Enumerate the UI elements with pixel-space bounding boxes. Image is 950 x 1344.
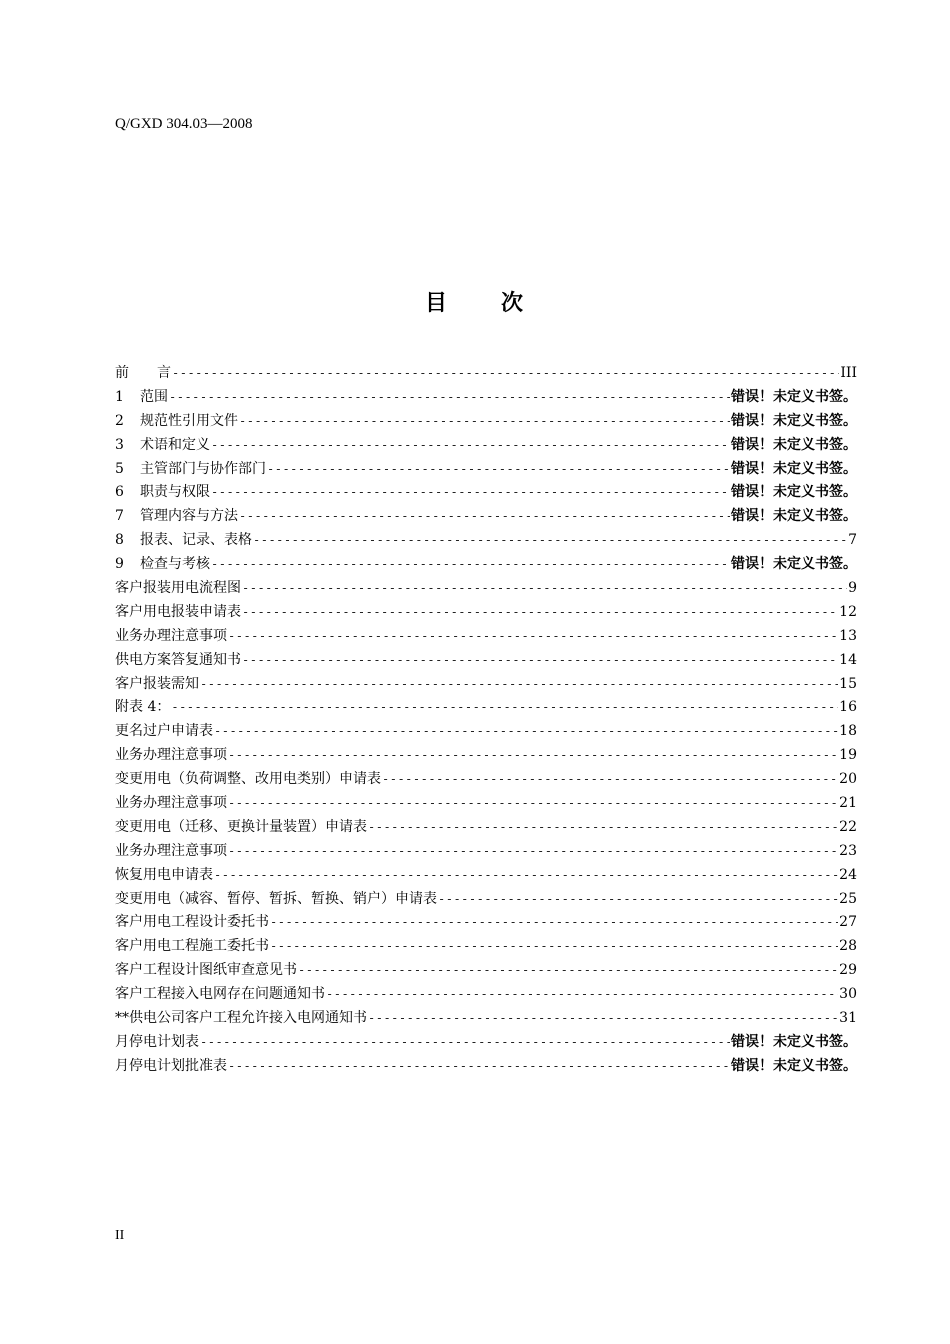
toc-entry-page: 24 (839, 866, 857, 883)
toc-entry-bookmark-error: 错误！未定义书签。 (731, 1033, 857, 1050)
toc-entry[interactable] (115, 673, 857, 697)
toc-dot-leader (200, 1031, 730, 1055)
toc-entry-page: 27 (839, 914, 857, 931)
toc-entry[interactable] (115, 911, 857, 935)
toc-dot-leader (228, 744, 838, 768)
toc-entry-bookmark-error: 错误！未定义书签。 (731, 508, 857, 525)
toc-entry[interactable] (115, 386, 857, 410)
toc-entry[interactable] (115, 744, 857, 768)
toc-entry-label: 更名过户申请表 (115, 723, 213, 740)
toc-entry[interactable] (115, 434, 857, 458)
toc-entry-label: 客户报装需知 (115, 675, 199, 692)
toc-entry[interactable] (115, 888, 857, 912)
toc-entry-label: 术语和定义 (140, 436, 210, 453)
toc-entry-page: 16 (839, 699, 857, 716)
toc-entry[interactable] (115, 720, 857, 744)
toc-entry-page: III (840, 365, 857, 381)
toc-dot-leader (228, 1055, 730, 1079)
toc-entry[interactable] (115, 362, 857, 386)
toc-dot-leader (270, 935, 838, 959)
toc-entry-label: 月停电计划批准表 (115, 1057, 227, 1074)
toc-entry-number: 8 (115, 532, 124, 549)
toc-entry[interactable] (115, 625, 857, 649)
toc-entry-page: 19 (839, 747, 857, 764)
toc-entry[interactable] (115, 1055, 857, 1079)
toc-dot-leader (267, 458, 730, 482)
toc-dot-leader (211, 434, 730, 458)
toc-dot-leader (214, 720, 838, 744)
toc-dot-leader (368, 1007, 838, 1031)
toc-entry-page: 23 (839, 842, 857, 859)
toc-entry[interactable] (115, 505, 857, 529)
toc-entry-number: 6 (115, 484, 124, 501)
toc-entry-label: 主管部门与协作部门 (140, 460, 266, 477)
toc-dot-leader (228, 840, 838, 864)
toc-dot-leader (214, 864, 838, 888)
toc-entry[interactable] (115, 410, 857, 434)
toc-entry-bookmark-error: 错误！未定义书签。 (731, 460, 857, 477)
toc-entry-label: 业务办理注意事项 (115, 795, 227, 812)
toc-entry-label: **供电公司客户工程允许接入电网通知书 (115, 1010, 367, 1027)
toc-dot-leader (242, 577, 847, 601)
toc-entry[interactable] (115, 481, 857, 505)
toc-dot-leader (242, 601, 838, 625)
toc-entry-label: 规范性引用文件 (140, 412, 238, 429)
table-of-contents (115, 362, 857, 1079)
toc-entry[interactable] (115, 577, 857, 601)
toc-entry-page: 9 (848, 580, 857, 597)
toc-entry-number: 5 (115, 460, 124, 477)
toc-entry-page: 14 (839, 651, 857, 668)
toc-entry-bookmark-error: 错误！未定义书签。 (731, 1057, 857, 1074)
toc-entry-bookmark-error: 错误！未定义书签。 (731, 388, 857, 405)
toc-entry-bookmark-error: 错误！未定义书签。 (731, 484, 857, 501)
toc-entry-label: 附表 4： (115, 699, 171, 716)
toc-entry-page: 25 (839, 890, 857, 907)
toc-entry[interactable] (115, 553, 857, 577)
toc-entry-page: 30 (839, 986, 857, 1003)
toc-dot-leader (242, 649, 838, 673)
toc-dot-leader (239, 410, 730, 434)
toc-entry-label: 前 言 (115, 365, 171, 381)
toc-dot-leader (171, 696, 838, 720)
toc-entry-label: 变更用电（负荷调整、改用电类别）申请表 (115, 771, 381, 788)
toc-dot-leader (382, 768, 838, 792)
toc-entry-number: 7 (115, 508, 124, 525)
toc-entry-bookmark-error: 错误！未定义书签。 (731, 412, 857, 429)
toc-entry-number: 2 (115, 412, 124, 429)
toc-dot-leader (211, 481, 730, 505)
toc-entry-page: 15 (839, 675, 857, 692)
toc-entry[interactable] (115, 1007, 857, 1031)
toc-entry[interactable] (115, 816, 857, 840)
toc-dot-leader (228, 625, 838, 649)
toc-entry[interactable] (115, 601, 857, 625)
toc-title-right: 次 (501, 291, 526, 316)
toc-entry-label: 恢复用电申请表 (115, 866, 213, 883)
toc-entry-page: 13 (839, 627, 857, 644)
toc-entry[interactable] (115, 768, 857, 792)
toc-entry-label: 月停电计划表 (115, 1033, 199, 1050)
toc-entry-number: 3 (115, 436, 124, 453)
toc-dot-leader (239, 505, 730, 529)
toc-entry-label: 管理内容与方法 (140, 508, 238, 525)
toc-dot-leader (270, 911, 838, 935)
toc-entry-page: 7 (848, 532, 857, 549)
toc-entry[interactable] (115, 792, 857, 816)
toc-entry-bookmark-error: 错误！未定义书签。 (731, 556, 857, 573)
toc-entry[interactable] (115, 840, 857, 864)
toc-entry-label: 客户工程设计图纸审查意见书 (115, 962, 297, 979)
toc-entry-number: 1 (115, 388, 124, 405)
toc-entry-bookmark-error: 错误！未定义书签。 (731, 436, 857, 453)
toc-entry[interactable] (115, 959, 857, 983)
toc-entry-page: 29 (839, 962, 857, 979)
toc-entry-label: 报表、记录、表格 (140, 532, 252, 549)
toc-entry-label: 范围 (140, 388, 168, 405)
toc-entry-label: 检查与考核 (140, 556, 210, 573)
toc-entry[interactable] (115, 983, 857, 1007)
toc-entry[interactable] (115, 458, 857, 482)
toc-entry[interactable] (115, 935, 857, 959)
toc-entry-label: 业务办理注意事项 (115, 627, 227, 644)
toc-entry-page: 31 (839, 1010, 857, 1027)
toc-entry-label: 客户用电报装申请表 (115, 603, 241, 620)
toc-entry-label: 客户用电工程施工委托书 (115, 938, 269, 955)
toc-dot-leader (298, 959, 838, 983)
toc-entry-page: 21 (839, 795, 857, 812)
toc-entry-label: 变更用电（减容、暂停、暂拆、暂换、销户）申请表 (115, 890, 437, 907)
toc-entry-page: 18 (839, 723, 857, 740)
toc-dot-leader (438, 888, 838, 912)
toc-dot-leader (200, 673, 838, 697)
toc-dot-leader (326, 983, 838, 1007)
toc-entry-page: 20 (839, 771, 857, 788)
toc-entry-label: 客户用电工程设计委托书 (115, 914, 269, 931)
toc-dot-leader (228, 792, 838, 816)
toc-entry-label: 供电方案答复通知书 (115, 651, 241, 668)
toc-dot-leader (169, 386, 730, 410)
toc-entry-page: 28 (839, 938, 857, 955)
toc-dot-leader (368, 816, 838, 840)
toc-dot-leader (211, 553, 730, 577)
toc-entry-page: 12 (839, 603, 857, 620)
toc-entry[interactable] (115, 1031, 857, 1055)
page-number: II (115, 1228, 125, 1243)
toc-dot-leader (253, 529, 847, 553)
toc-entry[interactable] (115, 649, 857, 673)
toc-entry-label: 职责与权限 (140, 484, 210, 501)
toc-entry-number: 9 (115, 556, 124, 573)
toc-entry[interactable] (115, 529, 857, 553)
toc-entry-label: 客户报装用电流程图 (115, 580, 241, 597)
toc-dot-leader (172, 362, 839, 386)
toc-entry[interactable] (115, 696, 857, 720)
toc-title-left: 目 (424, 291, 449, 316)
toc-title (0, 286, 950, 317)
toc-entry-page: 22 (839, 818, 857, 835)
toc-entry[interactable] (115, 864, 857, 888)
document-code: Q/GXD 304.03—2008 (115, 116, 253, 132)
toc-entry-label: 业务办理注意事项 (115, 747, 227, 764)
toc-entry-label: 客户工程接入电网存在问题通知书 (115, 986, 325, 1003)
toc-entry-label: 业务办理注意事项 (115, 842, 227, 859)
toc-entry-label: 变更用电（迁移、更换计量装置）申请表 (115, 818, 367, 835)
